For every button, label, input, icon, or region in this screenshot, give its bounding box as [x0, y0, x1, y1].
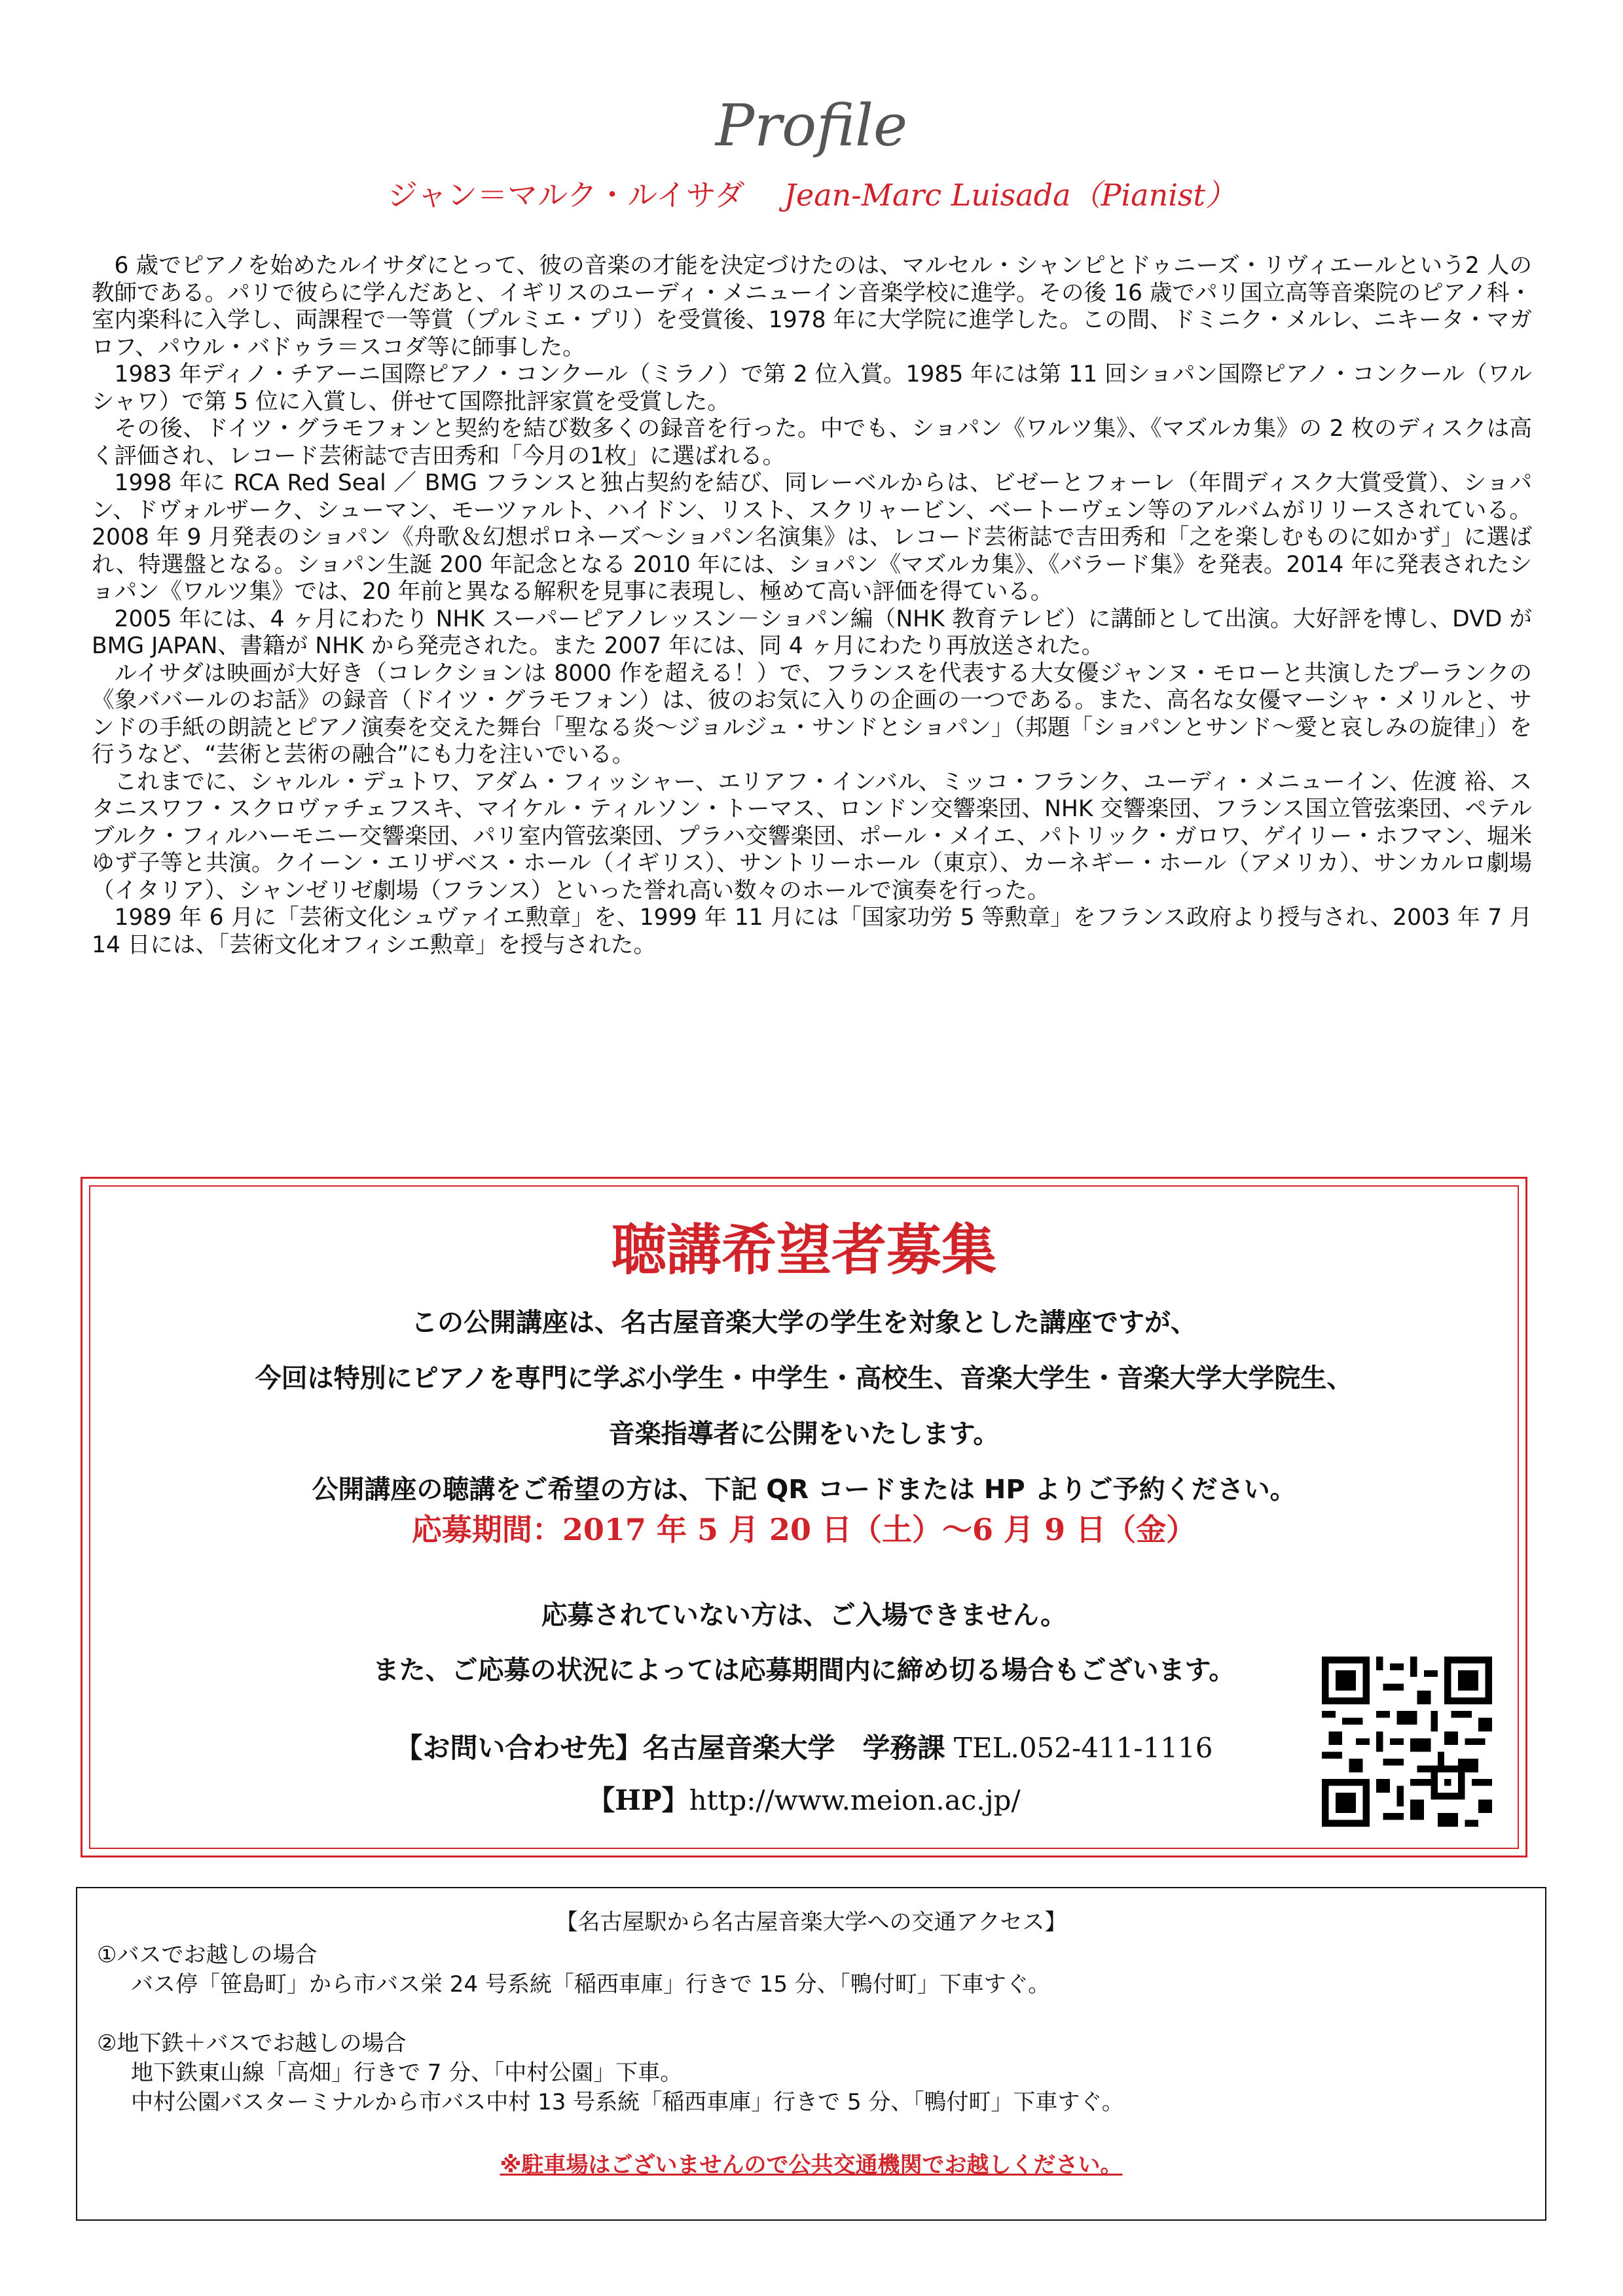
hp-link[interactable]: http://www.meion.ac.jp/ [689, 1784, 1021, 1816]
recruitment-description [82, 1295, 1525, 1518]
subway-heading: ②地下鉄＋バスでお越しの場合 [97, 2030, 407, 2056]
recruitment-line: 公開講座の聴講をご希望の方は、下記 QR コードまたは HP よりご予約ください。 [312, 1475, 1296, 1505]
bio-paragraph: 2005 年には、4 ヶ月にわたり NHK スーパーピアノレッスン－ショパン編（NHK 教育テレビ）に講師として出演。大好評を博し、DVD が BMG JAPAN、書籍が NHK から発売された。また 2007 年には、同 4 ヶ月にわたり再放送された。 [92, 605, 1532, 659]
subway-detail: 中村公園バスターミナルから市バス中村 13 号系統「稲西車庫」行きで 5 分、「鴨付町」下車すぐ。 [131, 2089, 1124, 2115]
bus-heading: ①バスでお越しの場合 [97, 1942, 318, 1968]
pianist-name-jp: ジャン＝マルク・ルイサダ [387, 177, 745, 213]
notice-line: 応募されていない方は、ご入場できません。 [541, 1600, 1067, 1630]
contact-line [82, 1722, 1525, 1774]
recruitment-line: 音楽指導者に公開をいたします。 [608, 1419, 1000, 1449]
qr-code-icon[interactable] [1322, 1657, 1492, 1827]
subway-detail: 地下鉄東山線「高畑」行きで 7 分、「中村公園」下車。 [131, 2060, 683, 2086]
bio-paragraph: これまでに、シャルル・デュトワ、アダム・フィッシャー、エリアフ・インバル、ミッコ・フランク、ユーディ・メニューイン、佐渡 裕、スタニスワフ・スクロヴァチェフスキ、マイケル・ティルソン・トーマス、ロンドン交響楽団、NHK 交響楽団、フランス国立管弦楽団、ペテルブルク・フィルハーモニー交響楽団、パリ室内管弦楽団、プラハ交響楽団、ポール・メイエ、パトリック・ガロワ、ゲイリー・ホフマン、堀米 ゆず子等と共演。クイーン・エリザベス・ホール（イギリス）、サントリーホール（東京）、カーネギー・ホール（アメリカ）、サンカルロ劇場（イタリア）、シャンゼリゼ劇場（フランス）といった誉れ高い数々のホールで演奏を行った。 [92, 768, 1532, 904]
hp-label: 【HP】 [587, 1784, 689, 1816]
bio-paragraph: 1989 年 6 月に「芸術文化シュヴァイエ勲章」を、1999 年 11 月には「国家功労 5 等勲章」をフランス政府より授与され、2003 年 7 月 14 日には、「芸術文化オフィシエ勲章」を授与された。 [92, 905, 1532, 958]
biography [92, 253, 1532, 959]
contact-tel[interactable]: TEL.052-411-1116 [953, 1732, 1213, 1764]
bus-detail: バス停「笹島町」から市バス栄 24 号系統「稲西車庫」行きで 15 分、「鴨付町」下車すぐ。 [131, 1971, 1051, 1998]
bio-paragraph: ルイサダは映画が大好き（コレクションは 8000 作を超える！）で、フランスを代表する大女優ジャンヌ・モローと共演したプーランクの《象ババールのお話》の録音（ドイツ・グラモフォン）は、彼のお気に入りの企画の一つである。また、高名な女優マーシャ・メリルと、サンドの手紙の朗読とピアノ演奏を交えた舞台「聖なる炎～ジョルジュ・サンドとショパン」（邦題「ショパンとサンド～愛と哀しみの旋律」）を行うなど、“芸術と芸術の融合”にも力を注いでいる。 [92, 660, 1532, 768]
application-period: 応募期間：2017 年 5 月 20 日（土）～6 月 9 日（金） [411, 1512, 1197, 1547]
admission-notice [82, 1588, 1525, 1698]
access-directions [97, 1941, 1124, 2117]
bio-paragraph: 1983 年ディノ・チアーニ国際ピアノ・コンクール（ミラノ）で第 2 位入賞。1985 年には第 11 回ショパン国際ピアノ・コンクール（ワルシャワ）で第 5 位に入賞し、併せて国際批評家賞を受賞した。 [92, 361, 1532, 415]
access-box [76, 1887, 1546, 2221]
contact-info [82, 1722, 1525, 1827]
recruitment-title: 聴講希望者募集 [611, 1217, 996, 1282]
recruitment-box [81, 1177, 1527, 1857]
profile-title: Profile [715, 92, 908, 159]
parking-notice: ※駐車場はございませんので公共交通機関でお越しください。 [500, 2152, 1123, 2178]
hp-line [82, 1774, 1525, 1827]
recruitment-line: この公開講座は、名古屋音楽大学の学生を対象とした講座ですが、 [411, 1308, 1197, 1338]
pianist-name-en: Jean-Marc Luisada（Pianist） [784, 177, 1236, 213]
recruitment-line: 今回は特別にピアノを専門に学ぶ小学生・中学生・高校生、音楽大学生・音楽大学大学院生、 [255, 1363, 1353, 1393]
access-title: 【名古屋駅から名古屋音楽大学への交通アクセス】 [555, 1909, 1067, 1935]
notice-line: また、ご応募の状況によっては応募期間内に締め切る場合もございます。 [373, 1655, 1235, 1685]
bio-paragraph: 6 歳でピアノを始めたルイサダにとって、彼の音楽の才能を決定づけたのは、マルセル・シャンピとドゥニーズ・リヴィエールという2 人の教師である。パリで彼らに学んだあと、イギリスのユーディ・メニューイン音楽学校に進学。その後 16 歳でパリ国立高等音楽院のピアノ科・室内楽科に入学し、両課程で一等賞（プルミエ・プリ）を受賞後、1978 年に大学院に進学した。この間、ドミニク・メルレ、ニキータ・マガロフ、パウル・バドゥラ＝スコダ等に師事した。 [92, 253, 1532, 361]
pianist-name [0, 171, 1623, 215]
bio-paragraph: 1998 年に RCA Red Seal ／ BMG フランスと独占契約を結び、同レーベルからは、ビゼーとフォーレ（年間ディスク大賞受賞）、ショパン、ドヴォルザーク、シューマン、モーツァルト、ハイドン、リスト、スクリャービン、ベートーヴェン等のアルバムがリリースされている。2008 年 9 月発表のショパン《舟歌＆幻想ポロネーズ～ショパン名演集》は、レコード芸術誌で吉田秀和「之を楽しむものに如かず」に選ばれ、特選盤となる。ショパン生誕 200 年記念となる 2010 年には、ショパン《マズルカ集》、《バラード集》を発表。2014 年に発表されたショパン《ワルツ集》では、20 年前と異なる解釈を見事に表現し、極めて高い評価を得ている。 [92, 470, 1532, 605]
bio-paragraph: その後、ドイツ・グラモフォンと契約を結び数多くの録音を行った。中でも、ショパン《ワルツ集》、《マズルカ集》の 2 枚のディスクは高く評価され、レコード芸術誌で吉田秀和「今月の1枚」に選ばれる。 [92, 416, 1532, 469]
contact-label: 【お問い合わせ先】名古屋音楽大学 学務課 [395, 1732, 945, 1764]
